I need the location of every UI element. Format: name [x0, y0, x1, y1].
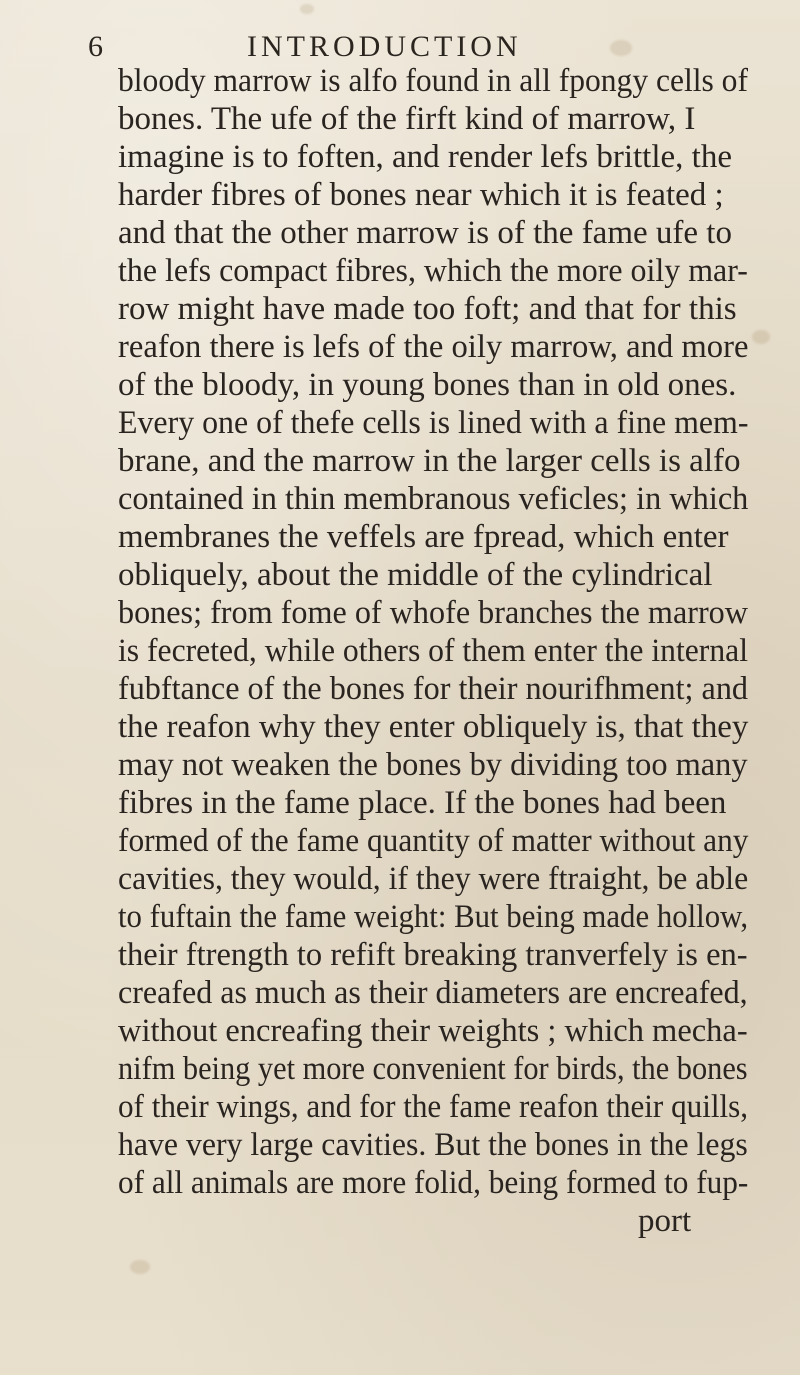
text-line: the lefs compact fibres, which the more oily mar-: [118, 253, 748, 289]
text-line: fibres in the fame place. If the bones had been: [118, 785, 727, 821]
text-line: Every one of thefe cells is lined with a fine mem-: [118, 405, 749, 441]
text-line: bones; from fome of whofe branches the marrow: [118, 595, 749, 631]
text-line: cavities, they would, if they were ftraight, be able: [118, 861, 749, 897]
text-line: of all animals are more folid, being formed to fup-: [118, 1165, 749, 1201]
text-line: imagine is to foften, and render lefs brittle, the: [118, 139, 732, 175]
text-line: without encreafing their weights ; which mecha-: [118, 1013, 748, 1049]
text-line: is fecreted, while others of them enter the internal: [118, 633, 748, 669]
text-line: of the bloody, in young bones than in old ones.: [118, 367, 737, 403]
text-line: harder fibres of bones near which it is feated ;: [118, 177, 724, 213]
text-line: may not weaken the bones by dividing too many: [118, 747, 748, 783]
text-line: to fuftain the fame weight: But being made hollow,: [118, 899, 749, 935]
running-head: INTRODUCTION: [247, 30, 522, 63]
text-line: row might have made too foft; and that for this: [118, 291, 737, 327]
text-line: brane, and the marrow in the larger cells is alfo: [118, 443, 741, 479]
text-line: bloody marrow is alfo found in all fpongy cells of: [118, 63, 748, 99]
text-line: obliquely, about the middle of the cylindrical: [118, 557, 713, 593]
text-line: nifm being yet more convenient for birds, the bones: [118, 1051, 748, 1087]
text-line: have very large cavities. But the bones in the legs: [118, 1127, 748, 1163]
text-line: creafed as much as their diameters are encreafed,: [118, 975, 748, 1011]
foxing-stain: [752, 330, 770, 344]
text-line: contained in thin membranous veficles; in which: [118, 481, 749, 517]
text-line: formed of the fame quantity of matter without any: [118, 823, 749, 859]
text-line: reafon there is lefs of the oily marrow, and more: [118, 329, 749, 365]
catchword: port: [638, 1203, 692, 1239]
text-line: bones. The ufe of the firft kind of marrow, I: [118, 101, 696, 137]
page-number: 6: [88, 30, 103, 63]
text-line: their ftrength to refift breaking tranverfely is en-: [118, 937, 748, 973]
foxing-stain: [130, 1260, 150, 1274]
foxing-stain: [300, 4, 314, 14]
text-line: fubftance of the bones for their nourifhment; and: [118, 671, 749, 707]
text-line: of their wings, and for the fame reafon their quills,: [118, 1089, 749, 1125]
text-line: membranes the veffels are fpread, which enter: [118, 519, 729, 555]
text-line: the reafon why they enter obliquely is, that they: [118, 709, 749, 745]
text-line: and that the other marrow is of the fame ufe to: [118, 215, 732, 251]
